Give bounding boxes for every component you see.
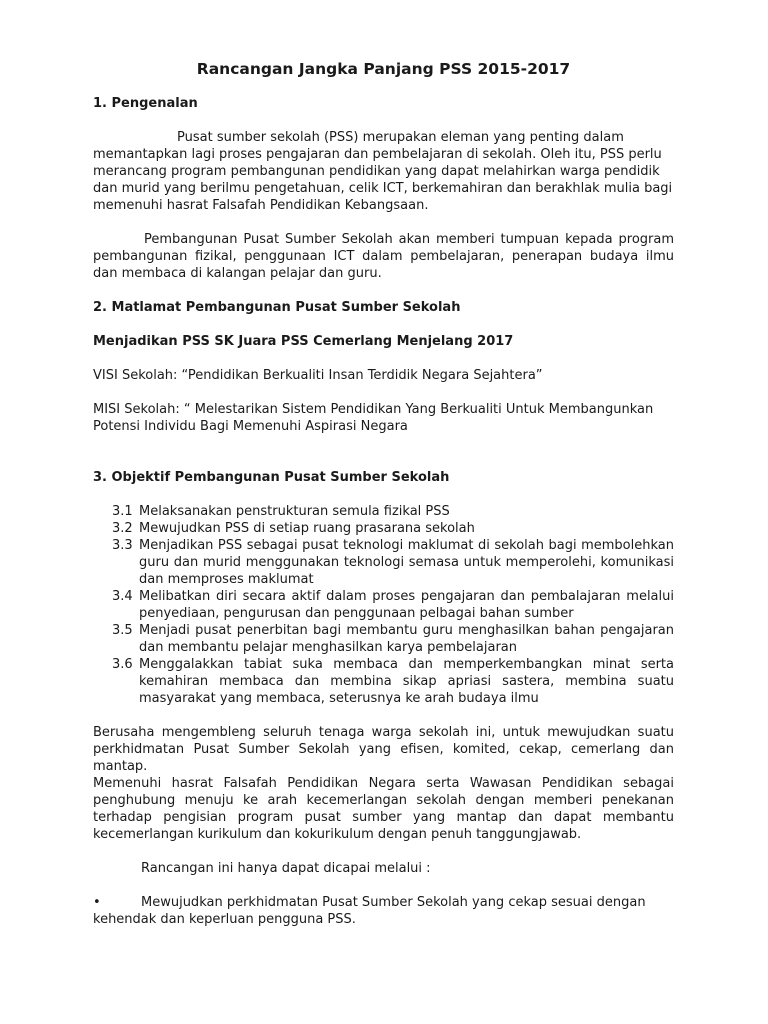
closing-paragraph-2: Memenuhi hasrat Falsafah Pendidikan Negara serta Wawasan Pendidikan sebagai penghubung menuju ke arah kecemerlangan sekolah dengan memberi penekanan terhadap pengisian program pusat sumber yang mantap dan dapat membantu kecemerlangan kurikulum dan kokurikulum dengan penuh tanggungjawab.	[93, 776, 674, 842]
objective-text: Menggalakkan tabiat suka membaca dan memperkembangkan minat serta kemahiran membaca dan membina sikap apriasi sastera, membina suatu masyarakat yang membaca, seterusnya ke arah budaya ilmu	[139, 657, 674, 706]
objectives-list	[93, 503, 674, 707]
objective-text: Menjadi pusat penerbitan bagi membantu guru menghasilkan bahan pengajaran dan membantu pelajar menghasilkan karya pembelajaran	[139, 623, 674, 655]
document-title: Rancangan Jangka Panjang PSS 2015-2017	[196, 60, 571, 78]
achievement-intro: Rancangan ini hanya dapat dicapai melalui :	[141, 861, 431, 876]
objective-text: Melaksanakan penstrukturan semula fizikal PSS	[139, 504, 450, 519]
closing-paragraph-1: Berusaha mengembleng seluruh tenaga warga sekolah ini, untuk mewujudkan suatu perkhidmatan Pusat Sumber Sekolah yang efisen, komited, cekap, cemerlang dan mantap.	[93, 725, 674, 774]
objective-number: 3.1	[112, 504, 133, 519]
section-1-heading: 1. Pengenalan	[93, 96, 198, 111]
objective-item	[112, 622, 674, 656]
objective-item	[112, 537, 674, 588]
objective-number: 3.2	[112, 521, 133, 536]
intro-paragraph-2: Pembangunan Pusat Sumber Sekolah akan memberi tumpuan kepada program pembangunan fizikal, penggunaan ICT dalam pembelajaran, penerapan budaya ilmu dan membaca di kalangan pelajar dan guru.	[93, 232, 674, 281]
intro-paragraph-1: Pusat sumber sekolah (PSS) merupakan eleman yang penting dalam memantapkan lagi proses pengajaran dan pembelajaran di sekolah. Oleh itu, PSS perlu merancang program pembangunan pendidikan yang dapat melahirkan warga pendidik dan murid yang berilmu pengetahuan, celik ICT, berkemahiran dan berakhlak mulia bagi memenuhi hasrat Falsafah Pendidikan Kebangsaan.	[93, 130, 673, 213]
objective-item	[112, 656, 674, 707]
bullet-text: Mewujudkan perkhidmatan Pusat Sumber Sekolah yang cekap sesuai dengan kehendak dan keperluan pengguna PSS.	[93, 895, 646, 927]
objective-text: Melibatkan diri secara aktif dalam proses pengajaran dan pembalajaran melalui penyediaan, pengurusan dan penggunaan pelbagai bahan sumber	[139, 589, 674, 621]
document-page	[93, 58, 674, 928]
objective-text: Menjadikan PSS sebagai pusat teknologi maklumat di sekolah bagi membolehkan guru dan murid menggunakan teknologi semasa untuk memperolehi, komunikasi dan memproses maklumat	[139, 538, 674, 587]
section-2-heading: 2. Matlamat Pembangunan Pusat Sumber Sekolah	[93, 300, 461, 315]
vision-statement: VISI Sekolah: “Pendidikan Berkualiti Insan Terdidik Negara Sejahtera”	[93, 368, 543, 383]
objective-number: 3.5	[112, 623, 133, 638]
objective-number: 3.6	[112, 657, 133, 672]
objective-number: 3.4	[112, 589, 133, 604]
bullet-item	[93, 894, 674, 928]
section-3-heading: 3. Objektif Pembangunan Pusat Sumber Sekolah	[93, 470, 450, 485]
mission-statement: MISI Sekolah: “ Melestarikan Sistem Pendidikan Yang Berkualiti Untuk Membangunkan Potensi Individu Bagi Memenuhi Aspirasi Negara	[93, 402, 654, 434]
objective-number: 3.3	[112, 538, 133, 553]
goal-statement: Menjadikan PSS SK Juara PSS Cemerlang Menjelang 2017	[93, 334, 514, 349]
objective-item	[112, 520, 674, 537]
objective-item	[112, 588, 674, 622]
objective-text: Mewujudkan PSS di setiap ruang prasarana sekolah	[139, 521, 475, 536]
objective-item	[112, 503, 674, 520]
bullet-symbol: •	[93, 895, 101, 910]
